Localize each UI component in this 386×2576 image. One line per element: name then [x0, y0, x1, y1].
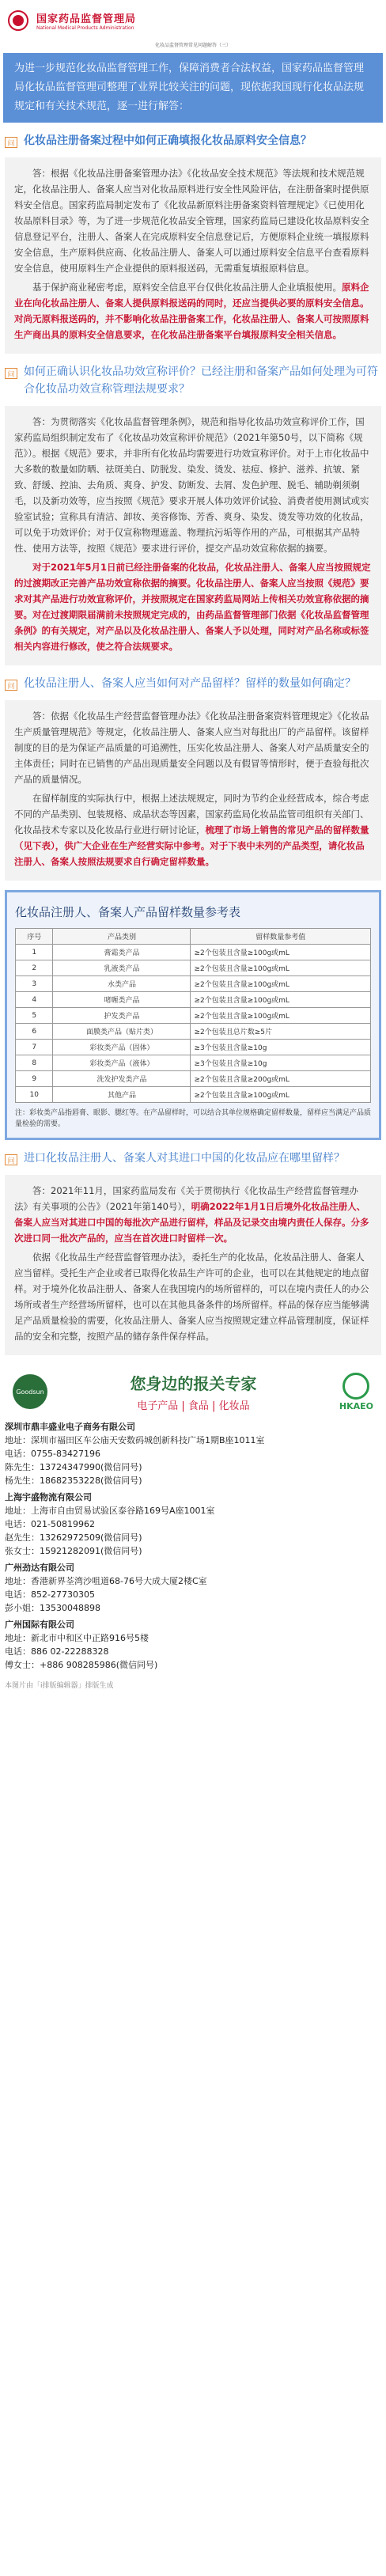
table-cell: 啫喱类产品 [53, 992, 191, 1008]
sample-quantity-table-card [5, 890, 381, 1140]
answer-paragraph: 基于保护商业秘密考虑，原料安全信息平台仅供化妆品注册人企业填报使用。原料企业在向化妆品注册人、备案人提供原料报送码的同时，还应当提供必要的原料安全信息。对尚无原料报送码的，并不影响化妆品注册备案工作，化妆品注册人、备案人可按照原料生产商出具的原料安全信息要求，在化妆品注册备案平台填报原料安全相关信息。 [14, 282, 369, 340]
sample-quantity-table [15, 928, 371, 1103]
table-row [16, 1008, 371, 1024]
table-cell: 水类产品 [53, 976, 191, 992]
agency-name-cn: 国家药品监督管理局 [36, 13, 137, 25]
table-cell: ≥2个包装且含量≥100g或mL [191, 945, 371, 960]
table-cell: ≥2个包装且含量≥100g或mL [191, 1087, 371, 1103]
table-row [16, 1024, 371, 1040]
answer-paragraph: 答：为贯彻落实《化妆品监督管理条例》，规范和指导化妆品功效宣称评价工作，国家药监局组织制定发布了《化妆品功效宣称评价规范》（2021年第50号，以下简称《规范》）。根据《规范》要求，并非所有化妆品均需要进行功效宣称评价。对于上市化妆品中大多数的数量如防晒、祛斑美白、防脱发、染发、烫发、祛痘、修护、滋养、抗皱、紧致、舒缓、控油、去角质、爽身、护发、防断发、去屑、发色护理、脱毛、辅助剃须剃毛，以及新功效等，应当按照《规范》要求开展人体功效评价试验、消费者使用测试或实验室试验；宣称具有清洁、卸妆、美容修饰、芳香、爽身、染发、烫发等功效的化妆品，可以免于功效评价；对于仅宣称物理遮盖、物理抗污垢等作用的产品，可根据其产品特性、使用方法等，按照《规范》要求进行评价，提交产品功效宣称依据的摘要。 [14, 416, 369, 554]
table-cell: 5 [16, 1008, 53, 1024]
hkaeo-logo-icon [342, 1373, 369, 1400]
table-cell: ≥3个包装且含量≥10g [191, 1040, 371, 1055]
answer-1 [5, 157, 381, 354]
table-cell: 10 [16, 1087, 53, 1103]
ad-categories: 电子产品 | 食品 | 化妆品 [137, 1400, 250, 1412]
contact-line: 电话：852-27730305 [5, 1589, 95, 1600]
ad-slogan: 您身边的报关专家 [130, 1374, 257, 1393]
table-row [16, 1040, 371, 1055]
table-cell: 彩妆类产品（液体） [53, 1055, 191, 1071]
question-marker-icon: 问 [5, 137, 17, 148]
answer-paragraph: 答：根据《化妆品注册备案管理办法》《化妆品安全技术规范》等法规和技术规范规定，化妆品注册人、备案人应当对化妆品原料进行安全性风险评估，在注册备案时提供原料安全信息。国家药监局制定发布了《化妆品新原料注册备案资料管理规定》《已使用化妆品原料目录》等，为了进一步规范化妆品安全管理，国家药监局已建设化妆品原料安全信息登记平台，注册人、备案人在完成原料安全信息登记后，方便原料企业统一填报原料安全信息，生产原料供应商、化妆品注册人、备案人可以通过原料安全信息平台查看原料安全信息，使用原料生产企业提供的原料报送码，无需重复填报原料信息。 [14, 168, 369, 274]
table-cell: 1 [16, 945, 53, 960]
agency-name-en: National Medical Products Administration [36, 25, 134, 31]
table-cell: ≥3个包装且含量≥10g [191, 1055, 371, 1071]
company-name: 广州国际有限公司 [5, 1619, 74, 1630]
answer-paragraph: 答：2021年11月，国家药监局发布《关于贯彻执行《化妆品生产经营监督管理办法》有关事项的公告》（2021年第140号），明确2022年1月1日后境外化妆品注册人、备案人应当对其进口中国的每批次产品进行留样，样品及记录交由境内责任人保存。分多次进口同一批次产品的，应当在首次进口时留样一次。 [14, 1185, 369, 1244]
contact-line: 地址：上海市自由贸易试验区泰谷路169号A座1001室 [5, 1506, 215, 1516]
agency-logo [36, 10, 136, 31]
table-title: 化妆品注册人、备案人产品留样数量参考表 [15, 905, 241, 919]
table-cell: ≥2个包装且含量≥100g或mL [191, 1008, 371, 1024]
table-row [16, 992, 371, 1008]
contact-line: 陈先生：13724347990(微信同号) [5, 1462, 142, 1472]
table-row [16, 1055, 371, 1071]
question-3 [5, 675, 381, 692]
contact-line: 电话：021-50819962 [5, 1519, 95, 1529]
company-name: 深圳市鼎丰盛业电子商务有限公司 [5, 1422, 135, 1432]
table-cell: 膏霜类产品 [53, 945, 191, 960]
question-text: 如何正确认识化妆品功效宣称评价？已经注册和备案产品如何处理为可符合化妆品功效宣称管理法规要求？ [24, 366, 378, 396]
emblem-icon [8, 10, 28, 31]
highlighted-text: 明确2022年1月1日后境外化妆品注册人、备案人应当对其进口中国的每批次产品进行留样，样品及记录交由境内责任人保存。分多次进口同一批次产品的，应当在首次进口时留样一次。 [14, 1201, 369, 1244]
intro-banner: 为进一步规范化妆品监督管理工作，保障消费者合法权益，国家药品监督管理局化妆品监督管理司整理了业界比较关注的问题，现依据我国现行化妆品法规规定和有关技术规范，逐一进行解答： [3, 53, 383, 123]
contact-block [5, 1618, 381, 1672]
table-note: 注：彩妆类产品指唇膏、眼影、腮红等。在产品留样时，可以结合其单位规格确定留样数量，留样应当满足产品质量检验的需要。 [15, 1109, 372, 1128]
question-marker-icon: 问 [5, 1154, 17, 1165]
answer-paragraph: 答：依据《化妆品生产经营监督管理办法》《化妆品注册备案资料管理规定》《化妆品生产质量管理规范》等规定，化妆品注册人、备案人应当对每批出厂的产品留样。该留样制度的目的是为保证产品质量的可追溯性，压实化妆品注册人、备案人对产品质量安全的主体责任；同时在已销售的产品出现质量安全问题以及有假冒等情形时，便于查验每批次产品的质量情况。 [14, 710, 369, 785]
answer-paragraph: 在留样制度的实际执行中，根据上述法规规定，同时为节约企业经营成本，综合考虑不同的产品类别、包装规格、成品状态等因素，国家药监局化妆品监管司组织有关部门、化妆品技术专家以及化妆品行业进行研讨论证，梳理了市场上销售的常见产品的留样数量（见下表），供广大企业在生产经营实际中参考。对于下表中未列的产品类型，请化妆品注册人、备案人按照法规要求自行确定留样数量。 [14, 793, 369, 867]
question-1 [5, 132, 381, 150]
highlighted-text: 梳理了市场上销售的常见产品的留样数量（见下表），供广大企业在生产经营实际中参考。对于下表中未列的产品类型，请化妆品注册人、备案人按照法规要求自行确定留样数量。 [14, 824, 369, 867]
answer-3 [5, 700, 381, 881]
table-cell: 2 [16, 960, 53, 976]
highlighted-text: 原料企业在向化妆品注册人、备案人提供原料报送码的同时，还应当提供必要的原料安全信息。对尚无原料报送码的，并不影响化妆品注册备案工作，化妆品注册人、备案人可按照原料生产商出具的原料安全信息要求，在化妆品注册备案平台填报原料安全相关信息。 [14, 282, 369, 340]
table-cell: 4 [16, 992, 53, 1008]
table-row [16, 1071, 371, 1087]
highlighted-text: 对于2021年5月1日前已经注册备案的化妆品，化妆品注册人、备案人应当按照规定的过渡期改正完善产品功效宣称依据的摘要。化妆品注册人、备案人应当按照《规范》要求对其产品进行功效宣称评价，并按照规定在国家药监局网站上传相关功效宣称依据的摘要。对在过渡期限届满前未按照规定完成的，由药品监督管理部门依据《化妆品监督管理条例》的有关规定，对产品以及化妆品注册人、备案人予以处理，同时对产品名称或标签相关内容进行修改，使之符合法规要求。 [14, 562, 371, 652]
table-cell: 3 [16, 976, 53, 992]
table-row [16, 960, 371, 976]
table-row [16, 976, 371, 992]
table-row [16, 1087, 371, 1103]
question-marker-icon: 问 [5, 680, 17, 691]
table-cell: 8 [16, 1055, 53, 1071]
answer-paragraph: 依据《化妆品生产经营监督管理办法》，委托生产的化妆品，化妆品注册人、备案人应当留样。受托生产企业或者已取得化妆品生产许可的企业，也可以在其他规定的地点留样。对于境外化妆品注册人、备案人在我国境内的场所留样的，可以在境内责任人的办公场所或者生产经营场所留样，也可以在其他具备条件的场所留样。样品的保存应当能够满足产品质量检验的需要，化妆品注册人、备案人应当按照规定建立样品管理制度，保证样品的安全和完整，按照产品的储存条件保存样品。 [14, 1252, 369, 1342]
table-row [16, 945, 371, 960]
contact-block [5, 1561, 381, 1615]
company-name: 广州劲达有限公司 [5, 1563, 74, 1573]
goodsun-logo: Goodsun [13, 1374, 47, 1409]
question-4 [5, 1150, 381, 1167]
table-cell: ≥2个包装且含量≥100g或mL [191, 976, 371, 992]
ad-brand: HKAEO [339, 1400, 373, 1411]
contact-block [5, 1491, 381, 1558]
contact-line: 地址：新北市中和区中正路916号5楼 [5, 1633, 149, 1643]
question-text: 化妆品注册人、备案人应当如何对产品留样？留样的数量如何确定？ [24, 677, 356, 690]
table-cell: 护发类产品 [53, 1008, 191, 1024]
question-text: 进口化妆品注册人、备案人对其进口中国的化妆品应在哪里留样？ [24, 1152, 345, 1165]
table-cell: 面膜类产品（贴片类） [53, 1024, 191, 1040]
contact-line: 傅女士：+886 908285986(微信同号) [5, 1660, 158, 1670]
table-cell: ≥2个包装且含量≥200g或mL [191, 1071, 371, 1087]
table-cell: 6 [16, 1024, 53, 1040]
table-cell: 乳液类产品 [53, 960, 191, 976]
contact-line: 赵先生：13262972509(微信同号) [5, 1532, 142, 1543]
question-text: 化妆品注册备案过程中如何正确填报化妆品原料安全信息？ [24, 134, 312, 147]
contact-line: 地址：深圳市福田区车公庙天安数码城创新科技广场1期B座1011室 [5, 1435, 265, 1445]
table-cell: ≥2个包装且含量≥100g或mL [191, 992, 371, 1008]
question-2 [5, 363, 381, 398]
table-cell: 洗发护发类产品 [53, 1071, 191, 1087]
table-cell: 7 [16, 1040, 53, 1055]
contact-list [5, 1420, 381, 1672]
contact-line: 电话：886 02-22288328 [5, 1646, 109, 1657]
footer-credit: 本图片由「i排版编辑器」排版生成 [5, 1682, 114, 1690]
answer-4 [5, 1175, 381, 1355]
column-header: 序号 [16, 929, 53, 945]
column-header: 留样数量参考值 [191, 929, 371, 945]
answer-2 [5, 406, 381, 665]
contact-line: 彭小姐：13530048898 [5, 1603, 100, 1613]
page-subtitle: 化妆品监督管理常见问题解答（三） [154, 43, 231, 48]
company-name: 上海宇盛物流有限公司 [5, 1492, 92, 1502]
column-header: 产品类别 [53, 929, 191, 945]
table-cell: ≥2个包装且总片数≥5片 [191, 1024, 371, 1040]
contact-line: 杨先生：18682353228(微信同号) [5, 1476, 142, 1486]
table-cell: ≥2个包装且含量≥100g或mL [191, 960, 371, 976]
contact-line: 地址：香港新界荃湾沙咀道68-76号大成大厦2楼C室 [5, 1576, 207, 1586]
question-marker-icon: 问 [5, 368, 17, 379]
advertisement-banner [5, 1366, 381, 1417]
contact-line: 电话：0755-83427196 [5, 1449, 100, 1459]
table-cell: 9 [16, 1071, 53, 1087]
table-cell: 其他产品 [53, 1087, 191, 1103]
contact-line: 张女士：15921282091(微信同号) [5, 1546, 142, 1556]
table-cell: 彩妆类产品（固体） [53, 1040, 191, 1055]
table-header-row [16, 929, 371, 945]
contact-block [5, 1420, 381, 1487]
agency-header [0, 0, 386, 41]
